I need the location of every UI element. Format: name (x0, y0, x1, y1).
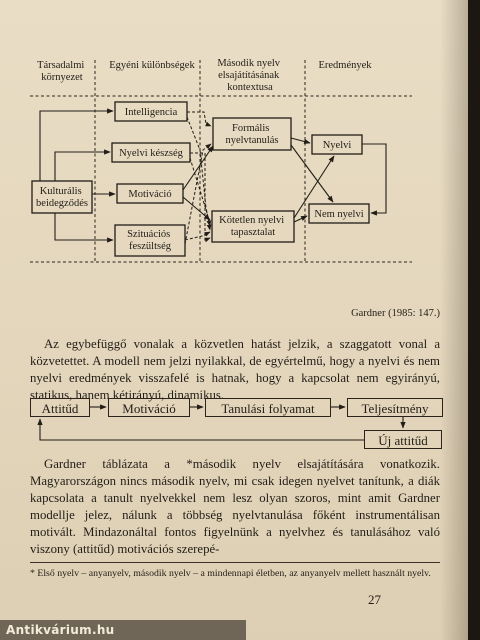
flow-box-motivacio: Motiváció (108, 398, 190, 417)
label-formalis: Formális nyelvtanulás (225, 123, 279, 146)
watermark-logo: Antikvárium.hu (0, 620, 246, 640)
label-kotetlen: Kötetlen nyelvi tapasztalat (219, 215, 285, 238)
label-nem-nyelvi: Nem nyelvi (314, 209, 364, 220)
flow-box-tanulasi: Tanulási folyamat (205, 398, 331, 417)
label-motivacio: Motiváció (128, 189, 172, 200)
label-nyelvi: Nyelvi (322, 140, 352, 151)
label-nyelvi-keszseg: Nyelvi készség (119, 148, 183, 159)
header-tarsadalmi: Társadalmi környezet (37, 60, 85, 83)
flow-box-attitud: Attitűd (30, 398, 90, 417)
footnote: * Első nyelv – anyanyelv, második nyelv – a mindennapi életben, az anyanyelv mellett használt nyelv. (30, 562, 440, 580)
label-kulturalis: Kulturális beidegződés (36, 186, 88, 209)
paragraph-1: Az egybefüggő vonalak a közvetlen hatást jelzik, a szaggatott vonal a közvetettet. A modell nem jelzi nyilakkal, de egyértelmű, hogy a nyelvi és nem nyelvi eredmények visszafelé is hatnak, hogy a kapcsolat nem egyirányú, statikus, hanem kétirányú, dinamikus. (30, 337, 440, 402)
label-szituacios: Szituációs feszültség (127, 229, 171, 252)
label-intelligencia: Intelligencia (124, 107, 178, 118)
header-masodik-nyelv: Második nyelv elsajátításának kontextusa (217, 58, 281, 93)
paragraph-2: Gardner táblázata a *második nyelv elsajátítására vonatkozik. Magyarországon nincs második nyelv, mi csak idegen nyelvet tanítunk, a diák kapcsolata a tanult nyelvekkel nem lesz olyan szoros, mint amit Gardner modellje jelez, nálunk a többség nyelvtanulása főként instrumentálisan motivált. Mindazonáltal fontos figyelnünk a nyelvhez és tanulásához való viszony (attitűd) motivációs szerepé- (30, 457, 440, 556)
header-egyeni: Egyéni különbségek (109, 60, 195, 71)
flow-box-teljesitmeny: Teljesítmény (347, 398, 443, 417)
diagram-caption: Gardner (1985: 147.) (351, 308, 440, 319)
page-number: 27 (368, 592, 381, 607)
flow-box-uj-attitud: Új attitűd (364, 430, 442, 449)
header-eredmenyek: Eredmények (318, 60, 372, 71)
